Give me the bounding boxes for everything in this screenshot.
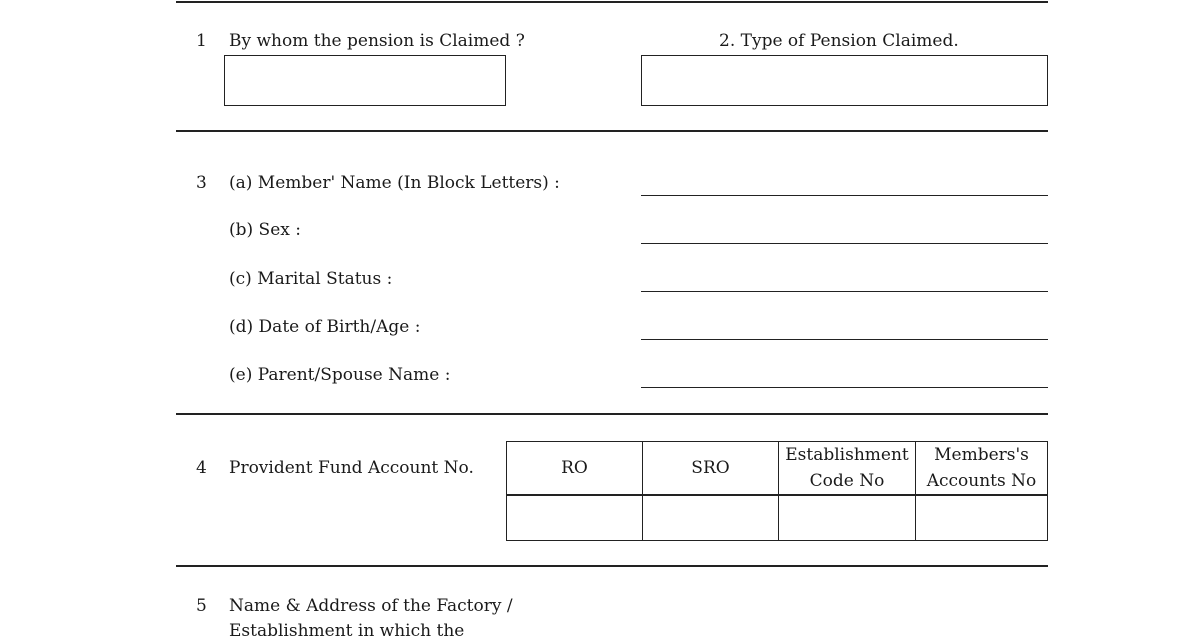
col-member-account: [916, 442, 1048, 496]
col-text: Code No: [809, 471, 885, 491]
col-text: Establishment: [785, 445, 909, 465]
divider: [176, 565, 1048, 567]
col-text: Accounts No: [926, 471, 1037, 491]
pension-claimed-by-field[interactable]: [224, 55, 506, 106]
pf-account-table: [506, 441, 1048, 541]
q2-label: 2. Type of Pension Claimed.: [719, 31, 959, 51]
divider: [176, 1, 1048, 3]
dob-label: (d) Date of Birth/Age :: [229, 317, 421, 337]
q1-number: 1: [196, 31, 207, 51]
member-account-field[interactable]: [916, 495, 1048, 541]
dob-field[interactable]: [641, 339, 1048, 340]
q5-label: Name & Address of the Factory /: [229, 596, 513, 616]
establishment-code-field[interactable]: [779, 495, 916, 541]
sro-field[interactable]: [643, 495, 779, 541]
sex-field[interactable]: [641, 243, 1048, 244]
pf-account-label: Provident Fund Account No.: [229, 458, 474, 478]
pension-type-field[interactable]: [641, 55, 1048, 106]
col-text: Members's: [934, 445, 1029, 465]
marital-status-label: (c) Marital Status :: [229, 269, 393, 289]
q4-number: 4: [196, 458, 207, 478]
q5-number: 5: [196, 596, 207, 616]
member-name-field[interactable]: [641, 195, 1048, 196]
member-name-label: (a) Member' Name (In Block Letters) :: [229, 173, 560, 193]
q1-label: By whom the pension is Claimed ?: [229, 31, 525, 51]
divider: [176, 413, 1048, 415]
q3-number: 3: [196, 173, 207, 193]
q5-label-line2: Establishment in which the: [229, 621, 465, 641]
parent-spouse-field[interactable]: [641, 387, 1048, 388]
col-sro: SRO: [643, 442, 779, 496]
col-establishment-code: [779, 442, 916, 496]
ro-field[interactable]: [507, 495, 643, 541]
divider: [176, 130, 1048, 132]
sex-label: (b) Sex :: [229, 220, 301, 240]
col-ro: RO: [507, 442, 643, 496]
marital-status-field[interactable]: [641, 291, 1048, 292]
parent-spouse-label: (e) Parent/Spouse Name :: [229, 365, 451, 385]
